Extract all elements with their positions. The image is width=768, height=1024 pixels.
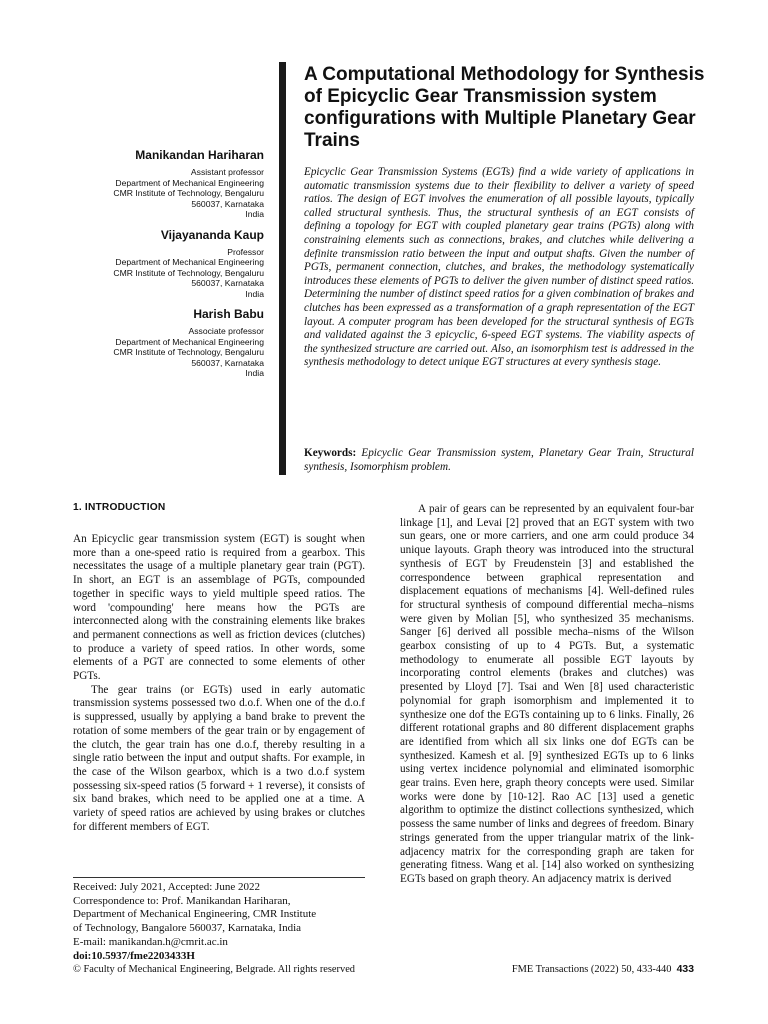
author-name: Harish Babu	[193, 307, 264, 321]
author-department: Department of Mechanical Engineering	[115, 257, 264, 267]
correspondence: Correspondence to: Prof. Manikandan Hariharan,	[73, 894, 291, 907]
author-block	[70, 307, 264, 379]
journal-footer	[490, 964, 694, 975]
footnote-rule	[73, 877, 365, 878]
copyright: © Faculty of Mechanical Engineering, Belgrade. All rights reserved	[73, 964, 356, 975]
left-column	[73, 502, 365, 834]
keywords-label: Keywords:	[304, 447, 357, 459]
correspondence-department: Department of Mechanical Engineering, CMR Institute	[73, 908, 317, 921]
author-country: India	[245, 209, 264, 219]
author-country: India	[245, 368, 264, 378]
email: E-mail: manikandan.h@cmrit.ac.in	[73, 935, 228, 948]
received-date: Received: July 2021, Accepted: June 2022	[73, 881, 260, 893]
author-position: Professor	[227, 246, 264, 257]
title-divider-bar	[279, 62, 286, 475]
abstract: Epicyclic Gear Transmission Systems (EGTs) find a wide variety of applications in automatic transmission systems due to their flexibility to deliver a variety of speed ratios. The design of EGT involves the enumeration of all possible layouts, typically called structural synthesis. Thus, the structural synthesis of an EGT consists of defining a topology for EGT with coupled planetary gear trains (PGTs) along with constraining elements such as connections, brakes, and clutches while delivering a definite transmission ratio between the input and output shafts. Given the number of PGTs, permanent connection, clutches, and brakes, the methodology systematically introduces these elements of PGTs to deliver the given number of distinct speed ratios. Determining the number of distinct speed ratios for a given combination of brakes and clutches has been expressed as a transformation of a graph representation of the EGT layout. A computer program has been developed for the structural synthesis of EGTs and validated against the 3 epicyclic, 6-speed EGT systems. The viability aspects of the synthesized structure are carried out. Also, an isomorphism test is addressed in the synthesis methodology to detect unique EGT structures at every synthesis stage.	[304, 166, 694, 369]
author-list	[70, 148, 264, 387]
author-department: Department of Mechanical Engineering	[115, 177, 264, 188]
author-name: Vijayananda Kaup	[160, 227, 264, 242]
author-postcode: 560037, Karnataka	[191, 198, 264, 209]
author-postcode: 560037, Karnataka	[191, 357, 264, 368]
author-department: Department of Mechanical Engineering	[115, 336, 264, 347]
body-paragraph: A pair of gears can be represented by an equivalent four-bar linkage [1], and Levai [2] proved that an EGT system with two sun gears, one or more carriers, and one arm could produce 34 unique layouts. Graph theory was introduced into the structural synthesis of EGT by Freudenstein [3] and established the correspondence between graphical representation and displacement equations of mechanisms [4]. Well-defined rules for structural synthesis of compound differential mecha–nisms were given by Molian [5], who synthesized 35 mechanisms. Sanger [6] derived all possible mecha–nisms of the Wilson gearbox consisting of up to 4 PGTs. But, a systematic methodology to enumerate all possible EGT layouts by incorporating control elements (brakes and clutches) was presented by Lloyd [7]. Tsai and Wen [8] used characteristic polynomial for graph isomorphism and implemented it to synthesize one dof the EGTs containing up to 6 links. Finally, 26 different rotational graphs and 80 different displacement graphs are identified from which all six links one dof EGTs can be synthesized. Kamesh et al. [9] synthesized EGTs up to 6 links using vertex incidence polynomial and eliminated isomorphic gear trains. Even here, graph theory concepts were used. Similar works were done by [10-12]. Rao AC [13] used a genetic algorithm to optimize the distinct collections synthesized, which possess the same number of links and degrees of freedom. Binary strings generated from the upper triangular matrix of the link-adjacency matrix for the corresponding graph are taken for generating fitness. Wang et al. [14] also worked on synthesizing EGTs based on graph theory. An adjacency matrix is derived	[400, 503, 694, 885]
author-block	[70, 148, 264, 220]
author-institute: CMR Institute of Technology, Bengaluru	[113, 188, 264, 198]
author-position: Assistant professor	[190, 167, 264, 177]
author-institute: CMR Institute of Technology, Bengaluru	[113, 347, 264, 357]
page-number: 433	[676, 964, 694, 975]
keywords	[304, 446, 694, 474]
body-paragraph: The gear trains (or EGTs) used in early automatic transmission systems possessed two d.o.f. When one of the d.o.f is suppressed, usually by applying a band brake to prevent the rotation of some members of the gear train or by engagement of the clutch, the gear train has one d.o.f, thereby resulting in a single ratio between the input and output shafts. For example, in the case of the Wilson gearbox, which is a two d.o.f system possessing six-speed ratios (5 forward + 1 reverse), it consists of six band brakes, which need to be applied one at a time. A variety of speed ratios are achieved by using brakes or clutches for different members of EGT.	[73, 683, 365, 833]
body-paragraph: An Epicyclic gear transmission system (EGT) is sought when more than a one-speed ratio is required from a gearbox. This necessitates the usage of a multiple planetary gear train (PGT). In short, an EGT is an assemblage of PGTs, compounded together in specific ways to yield multiple speed ratios. The word 'compounding' here means how the PGTs are interconnected along with the constraining elements like brakes and permanent connections as well as friction devices (clutches) to produce a variety of speed ratios. In other words, some elements of a PGT are connected to some elements of other PGTs.	[73, 533, 365, 683]
author-block	[70, 228, 264, 300]
paper-title: A Computational Methodology for Synthesis of Epicyclic Gear Transmission system configurations with Multiple Planetary Gear Trains	[304, 64, 705, 151]
footnote	[73, 881, 373, 963]
keywords-text: Epicyclic Gear Transmission system, Planetary Gear Train, Structural synthesis, Isomorphism problem.	[304, 447, 695, 473]
author-postcode: 560037, Karnataka	[191, 278, 264, 288]
author-institute: CMR Institute of Technology, Bengaluru	[113, 267, 264, 278]
author-country: India	[245, 288, 264, 299]
doi: doi:10.5937/fme2203433H	[73, 949, 195, 962]
correspondence-address: of Technology, Bangalore 560037, Karnataka, India	[73, 922, 302, 935]
section-heading: 1. INTRODUCTION	[73, 502, 166, 513]
author-position: Associate professor	[188, 326, 264, 336]
journal-reference: FME Transactions (2022) 50, 433-440	[511, 964, 672, 975]
right-column	[400, 503, 694, 887]
author-name: Manikandan Hariharan	[135, 148, 264, 162]
